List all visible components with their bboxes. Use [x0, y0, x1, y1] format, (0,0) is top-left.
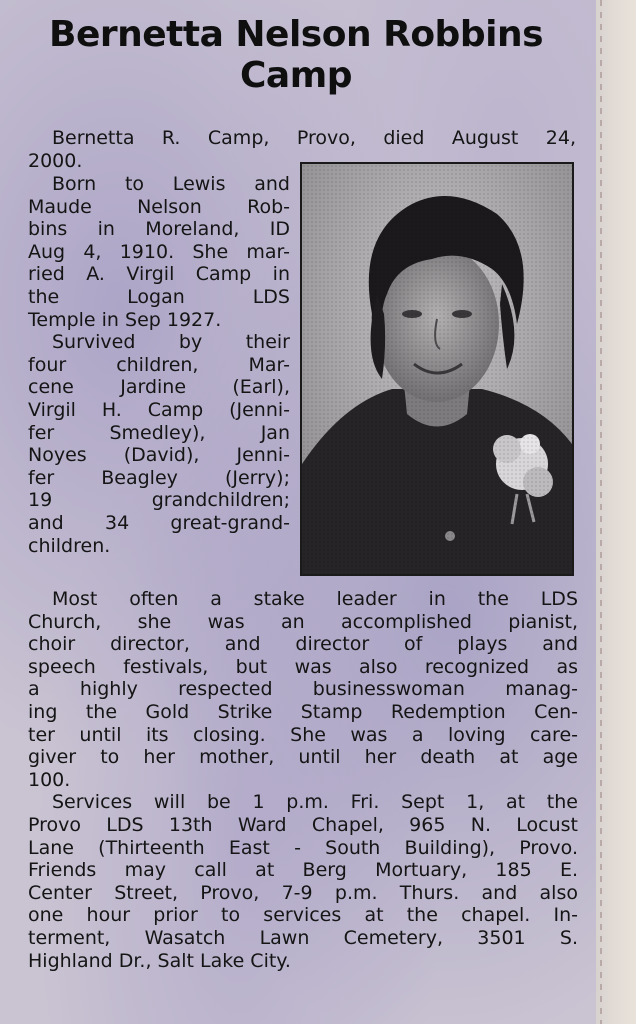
- text-line: cene Jardine (Earl),: [28, 376, 290, 399]
- text-line: Bernetta R. Camp, Provo, died August 24,: [52, 127, 576, 149]
- text-line: four children, Mar-: [28, 353, 290, 376]
- text-line: ried A. Virgil Camp in: [28, 263, 290, 286]
- text-line: Survived by their: [52, 331, 290, 354]
- text-line: Center Street, Provo, 7-9 p.m. Thurs. and also: [28, 881, 578, 904]
- text-line: 19 grandchildren;: [28, 489, 290, 512]
- text-line: one hour prior to services at the chapel. In-: [28, 904, 578, 927]
- text-line: terment, Wasatch Lawn Cemetery, 3501 S.: [28, 926, 578, 949]
- headline-line: Camp: [240, 55, 352, 96]
- portrait-photo-icon: [302, 164, 572, 574]
- text-line: fer Smedley), Jan: [28, 421, 290, 444]
- text-line: fer Beagley (Jerry);: [28, 466, 290, 489]
- text-line: Aug 4, 1910. She mar-: [28, 240, 290, 263]
- text-line: Most often a stake leader in the LDS: [52, 588, 578, 610]
- text-line: Noyes (David), Jenni-: [28, 444, 290, 467]
- text-line: Lane (Thirteenth East - South Building), Provo.: [28, 836, 578, 859]
- text-line: giver to her mother, until her death at age: [28, 746, 578, 769]
- biography-column: [28, 173, 290, 557]
- text-line: bins in Moreland, ID: [28, 218, 290, 241]
- text-line: the Logan LDS: [28, 285, 290, 308]
- text-line: Friends may call at Berg Mortuary, 185 E.: [28, 859, 578, 882]
- text-line: Church, she was an accomplished pianist,: [28, 610, 578, 633]
- text-line: ing the Gold Strike Stamp Redemption Cen-: [28, 700, 578, 723]
- text-line: and 34 great-grand-: [28, 511, 290, 534]
- text-line: Born to Lewis and: [52, 173, 290, 195]
- text-line: speech festivals, but was also recognized as: [28, 655, 578, 678]
- text-line: ter until its closing. She was a loving care-: [28, 723, 578, 746]
- text-line: Maude Nelson Rob-: [28, 195, 290, 218]
- text-line: Temple in Sep 1927.: [28, 308, 222, 331]
- text-line: choir director, and director of plays and: [28, 633, 578, 656]
- services-paragraphs: [28, 588, 578, 972]
- portrait-photo: [300, 162, 574, 576]
- text-line: 100.: [28, 768, 71, 791]
- text-line: Services will be 1 p.m. Fri. Sept 1, at the: [52, 791, 578, 814]
- obituary-headline: [10, 14, 582, 96]
- text-line: Provo LDS 13th Ward Chapel, 965 N. Locust: [28, 813, 578, 836]
- headline-line: Bernetta Nelson Robbins: [49, 14, 543, 55]
- text-line: a highly respected businesswoman manag-: [28, 678, 578, 701]
- text-line: Virgil H. Camp (Jenni-: [28, 398, 290, 421]
- clipping-edge: [596, 0, 636, 1024]
- text-line: 2000.: [28, 149, 83, 172]
- text-line: children.: [28, 534, 111, 557]
- text-line: Highland Dr., Salt Lake City.: [28, 949, 291, 972]
